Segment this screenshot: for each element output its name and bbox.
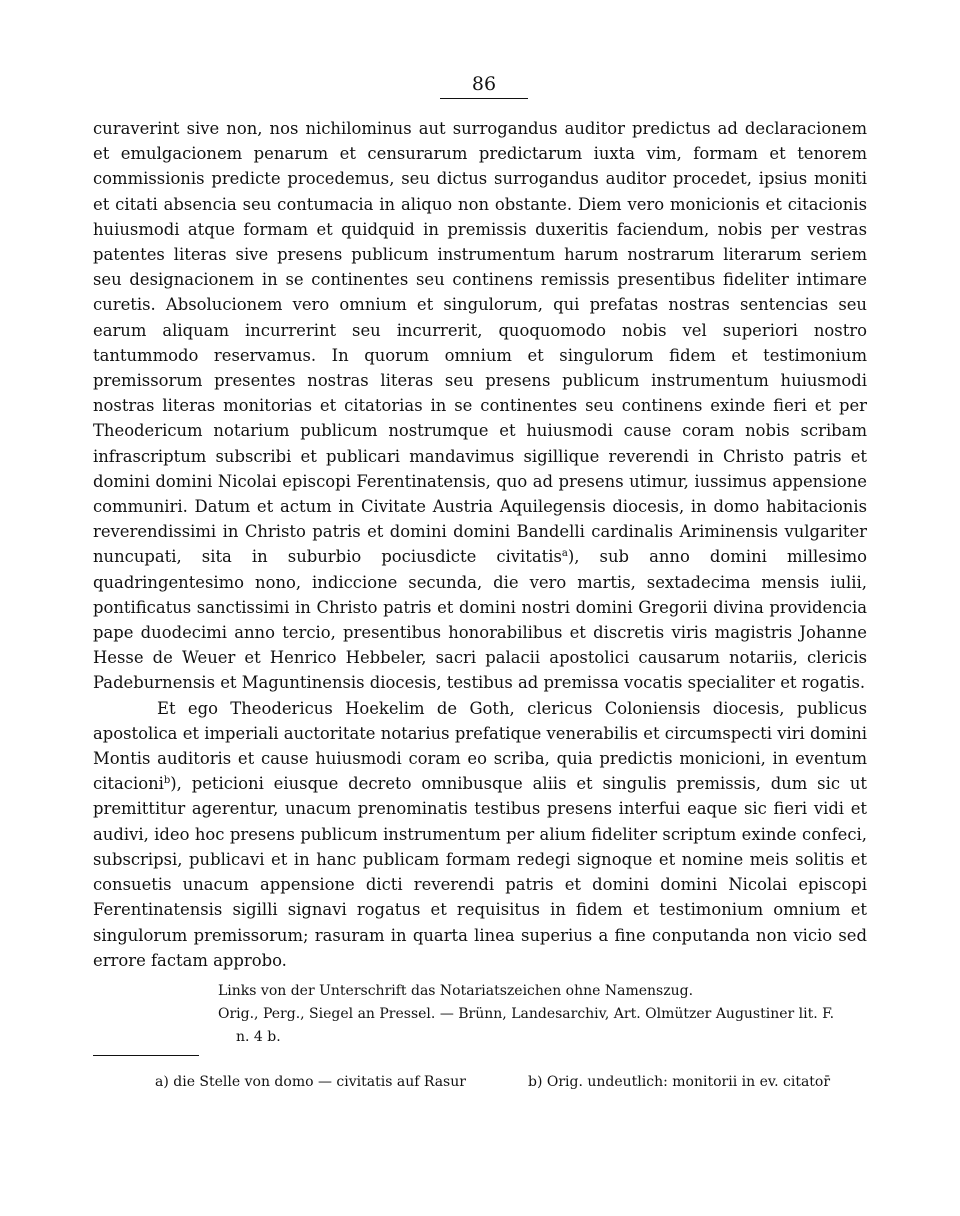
paragraph-1-text-a: curaverint sive non, nos nichilominus aut surrogandus auditor predictus ad declaracionem et emulgacionem penarum et censurarum predictarum iuxta vim, formam et tenorem commissionis predicte procedemus, seu dictus surrogandus auditor procedet, ipsius moniti et citati absencia seu contumacia in aliquo non obstante. Diem vero monicionis et citacionis huiusmodi atque formam et quidquid in premissis duxeritis faciendum, nobis per vestras patentes literas sive presens publicum instrumentum harum nostrarum literarum seriem seu designacionem in se continentes seu continens remissis presentibus fideliter intimare curetis. Absolucionem vero omnium et singulorum, qui prefatas nostras sentencias seu earum aliquam incurrerint seu incurrerit, quoquomodo nobis vel superiori nostro tantummodo reservamus. In quorum omnium et singulorum fidem et testimonium premissorum presentes nostras literas seu presens publicum instrumentum huiusmodi nostras literas monitorias et citatorias in se continentes seu continens exinde fieri et per Theodericum notarium publicum nostrumque et huiusmodi cause coram nobis scribam infrascriptum subscribi et publicari mandavimus sigillique reverendi in Christo patris et domini domini Nicolai episcopi Ferentinatensis, quo ad presens utimur, iussimus appensione communiri. Datum et actum in Civitate Austria Aquilegensis diocesis, in domo habitacionis reverendissimi in Christo patris et domini domini Bandelli cardinalis Ariminensis vulgariter nuncupati, sita in suburbio pociusdicte civitatis [93,119,867,567]
document-body [93,116,867,973]
paragraph-2-text-b: ), peticioni eiusque decreto omnibusque aliis et singulis premissis, dum sic ut premittitur agerentur, unacum prenominatis testibus presens interfui eaque sic fieri vidi et audivi, ideo hoc presens publicum instrumentum per alium fideliter scriptum exinde confeci, subscripsi, publicavi et in hanc publicam formam redegi signoque et nomine meis solitis et consuetis unacum appensione dicti reverendi patris et domini domini Nicolai episcopi Ferentinatensis sigilli signavi rogatus et requisitus in fidem et testimonium omnium et singulorum premissorum; rasuram in quarta linea superius a fine conputanda non vicio sed errore factam approbo. [93,774,867,970]
footnote-b: b) Orig. undeutlich: monitorii in ev. citator̄ [528,1074,831,1090]
footnote-separator [93,1055,199,1056]
footnote-a: a) die Stelle von domo — civitatis auf Rasur [155,1074,466,1090]
paragraph-1-text-b: ), sub anno domini millesimo quadringentesimo nono, indiccione secunda, die vero martis, sextadecima mensis iulii, pontificatus sanctissimi in Christo patris et domini nostri domini Gregorii divina providencia pape duodecimi anno tercio, presentibus honorabilibus et discretis viris magistris Johanne Hesse de Weuer et Henrico Hebbeler, sacri palacii apostolici causarum notariis, clericis Padeburnensis et Maguntinensis diocesis, testibus ad premissa vocatis specialiter et rogatis. [93,547,867,693]
footnote-ref-b: b [163,775,171,787]
footnote-ref-a: a [561,548,568,560]
paragraph-1 [93,116,867,696]
footnotes [155,1071,875,1093]
note-source-continued: n. 4 b. [236,1029,281,1045]
page-number: 86 [440,72,528,99]
note-notarial-sign: Links von der Unterschrift das Notariatszeichen ohne Namenszug. [218,983,694,999]
note-source: Orig., Perg., Siegel an Pressel. — Brünn, Landesarchiv, Art. Olmützer Augustiner lit. F. [218,1006,835,1022]
paragraph-2-text-a: Et ego Theodericus Hoekelim de Goth, clericus Coloniensis diocesis, publicus apostolica et imperiali auctoritate notarius prefatique venerabilis et circumspecti viri domini Montis auditoris et cause huiusmodi coram eo scriba, quia predictis monicioni, in eventum citacioni [93,698,867,794]
paragraph-2 [93,696,867,973]
